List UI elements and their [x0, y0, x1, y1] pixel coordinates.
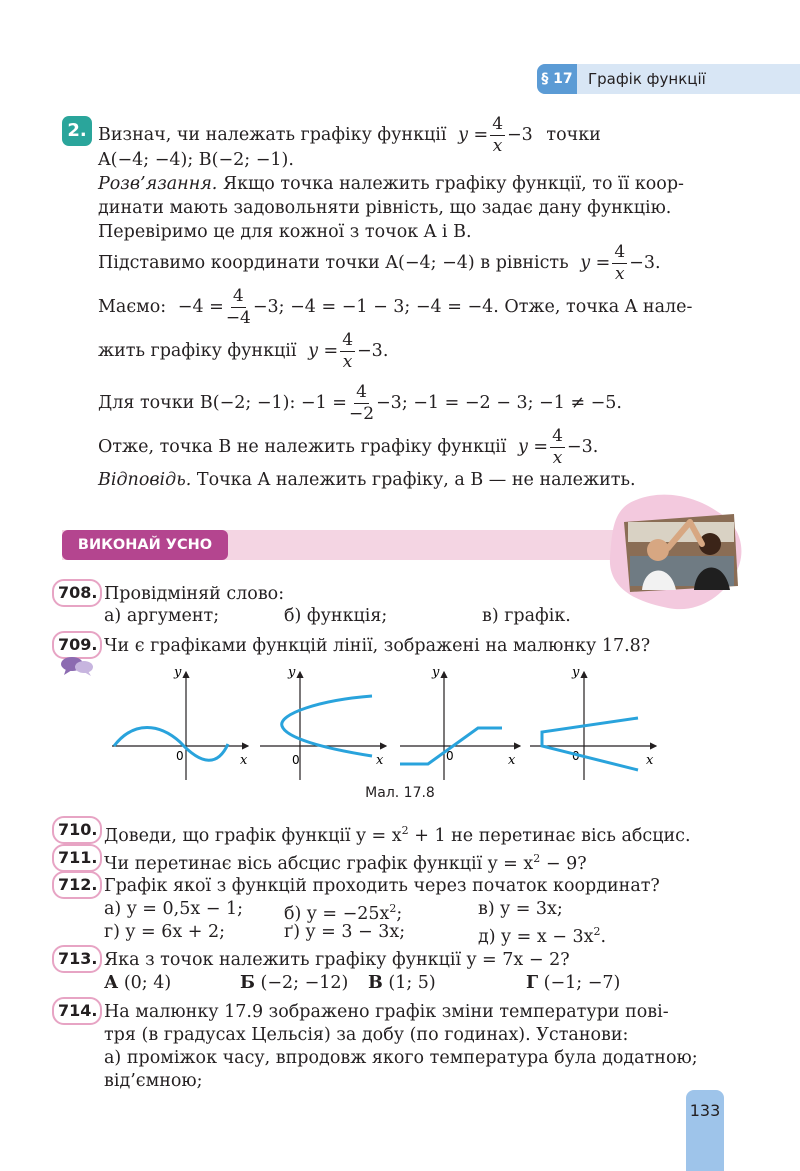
- task-712-option-f: д) $y = x - 3x^2$.: [478, 925, 607, 947]
- task-708-text: Провідміняй слово:: [104, 584, 285, 604]
- x-label: x: [508, 753, 516, 768]
- task-714-line-4: від’ємною;: [104, 1071, 203, 1091]
- task-712-text: Графік якої з функцій проходить через початок координат?: [104, 876, 660, 896]
- task-713-option-a: А (0; 4): [104, 973, 172, 993]
- y-label: y: [288, 665, 296, 680]
- answer-line: Відповідь. Точка A належить графіку, а B — не належить.: [98, 470, 636, 490]
- task-710-number: 710.: [52, 816, 102, 844]
- task-712-option-c: в) y = 3x;: [478, 899, 563, 919]
- fraction: $\frac{4}{x}$: [492, 114, 504, 156]
- not-belongs-line: Отже, точка B не належить графіку функції y = $\frac{4}{x}$ −3.: [98, 426, 599, 468]
- x-label: x: [646, 753, 654, 768]
- task-709-text: Чи є графіками функцій лінії, зображені на малюнку 17.8?: [104, 636, 651, 656]
- y-label: y: [572, 665, 580, 680]
- fraction: $\frac{4}{x}$: [342, 330, 354, 372]
- x-label: x: [376, 753, 384, 768]
- substitute-line: Підставимо координати точки A(−4; −4) в рівність y = $\frac{4}{x}$ −3.: [98, 242, 661, 284]
- fraction: $\frac{4}{-2}$: [348, 382, 375, 424]
- example-line-1: Визнач, чи належать графіку функції y = $\frac{4}{x}$ −3 точки: [98, 114, 601, 156]
- task-713-number: 713.: [52, 945, 102, 973]
- task-708-option-c: в) графік.: [482, 606, 571, 626]
- page-number: 133: [689, 1101, 721, 1120]
- graph-3: [400, 665, 520, 780]
- task-711-number: 711.: [52, 844, 102, 872]
- curve: [282, 696, 372, 756]
- task-710-text: Доведи, що графік функції $y = x^2 + 1$ не перетинає вісь абсцис.: [104, 824, 691, 846]
- task-708-number: 708.: [52, 579, 102, 607]
- belongs-line: жить графіку функції y = $\frac{4}{x}$ −3.: [98, 330, 389, 372]
- origin-label: 0: [176, 749, 184, 763]
- task-712-number: 712.: [52, 871, 102, 899]
- y-label: y: [174, 665, 182, 680]
- task-714-line-3: а) проміжок часу, впродовж якого температура була додатною;: [104, 1048, 698, 1068]
- discussion-icon: [60, 655, 94, 677]
- oral-tasks-banner: ВИКОНАЙ УСНО: [62, 530, 228, 560]
- task-713-option-d: Г (−1; −7): [526, 973, 621, 993]
- task-712-option-b: б) $y = -25x^2$;: [284, 902, 403, 924]
- example-badge: 2.: [62, 116, 92, 146]
- task-714-number: 714.: [52, 997, 102, 1025]
- point-b-line: Для точки B(−2; −1): −1 = $\frac{4}{-2}$ −3; −1 = −2 − 3; −1 ≠ −5.: [98, 382, 622, 424]
- task-714-line-1: На малюнку 17.9 зображено графік зміни температури пові-: [104, 1002, 669, 1022]
- task-712-option-a: а) y = 0,5x − 1;: [104, 899, 244, 919]
- section-title: Графік функції: [588, 70, 706, 88]
- solution-line-1: Розв’язання. Якщо точка належить графіку функції, то її коор-: [98, 174, 684, 194]
- figure-caption: Мал. 17.8: [365, 785, 435, 801]
- x-label: x: [240, 753, 248, 768]
- section-number: § 17: [537, 64, 577, 94]
- fraction: $\frac{4}{-4}$: [225, 286, 251, 328]
- fraction: $\frac{4}{x}$: [552, 426, 563, 468]
- origin-label: 0: [572, 749, 580, 763]
- task-708-option-a: а) аргумент;: [104, 606, 220, 626]
- task-713-option-b: Б (−2; −12): [240, 973, 349, 993]
- task-712-option-e: ґ) y = 3 − 3x;: [284, 922, 406, 942]
- example-line-2: A(−4; −4); B(−2; −1).: [98, 150, 294, 170]
- curve: [542, 718, 638, 770]
- y-label: y: [432, 665, 440, 680]
- origin-label: 0: [446, 749, 454, 763]
- solution-line-2: динати мають задовольняти рівність, що задає дану функцію.: [98, 198, 672, 218]
- task-709-number: 709.: [52, 631, 102, 659]
- origin-label: 0: [292, 753, 300, 767]
- have-line: Маємо: −4 = $\frac{4}{-4}$ −3; −4 = −1 − 3; −4 = −4. Отже, точка A нале-: [98, 286, 693, 328]
- task-711-text: Чи перетинає вісь абсцис графік функції $y = x^2 - 9$?: [104, 852, 587, 874]
- figure-17-8: [110, 662, 660, 782]
- curve: [114, 728, 228, 761]
- task-713-option-c: В (1; 5): [368, 973, 436, 993]
- students-photo: [606, 492, 746, 614]
- task-714-line-2: тря (в градусах Цельсія) за добу (по годинах). Установи:: [104, 1025, 629, 1045]
- task-712-option-d: г) y = 6x + 2;: [104, 922, 226, 942]
- graph-4: [530, 665, 656, 780]
- solution-line-3: Перевіримо це для кожної з точок A і B.: [98, 222, 472, 242]
- task-708-option-b: б) функція;: [284, 606, 388, 626]
- graph-1: [112, 665, 248, 780]
- graph-2: [260, 665, 386, 780]
- fraction: $\frac{4}{x}$: [614, 242, 626, 284]
- task-713-text: Яка з точок належить графіку функції y = 7x − 2?: [104, 950, 570, 970]
